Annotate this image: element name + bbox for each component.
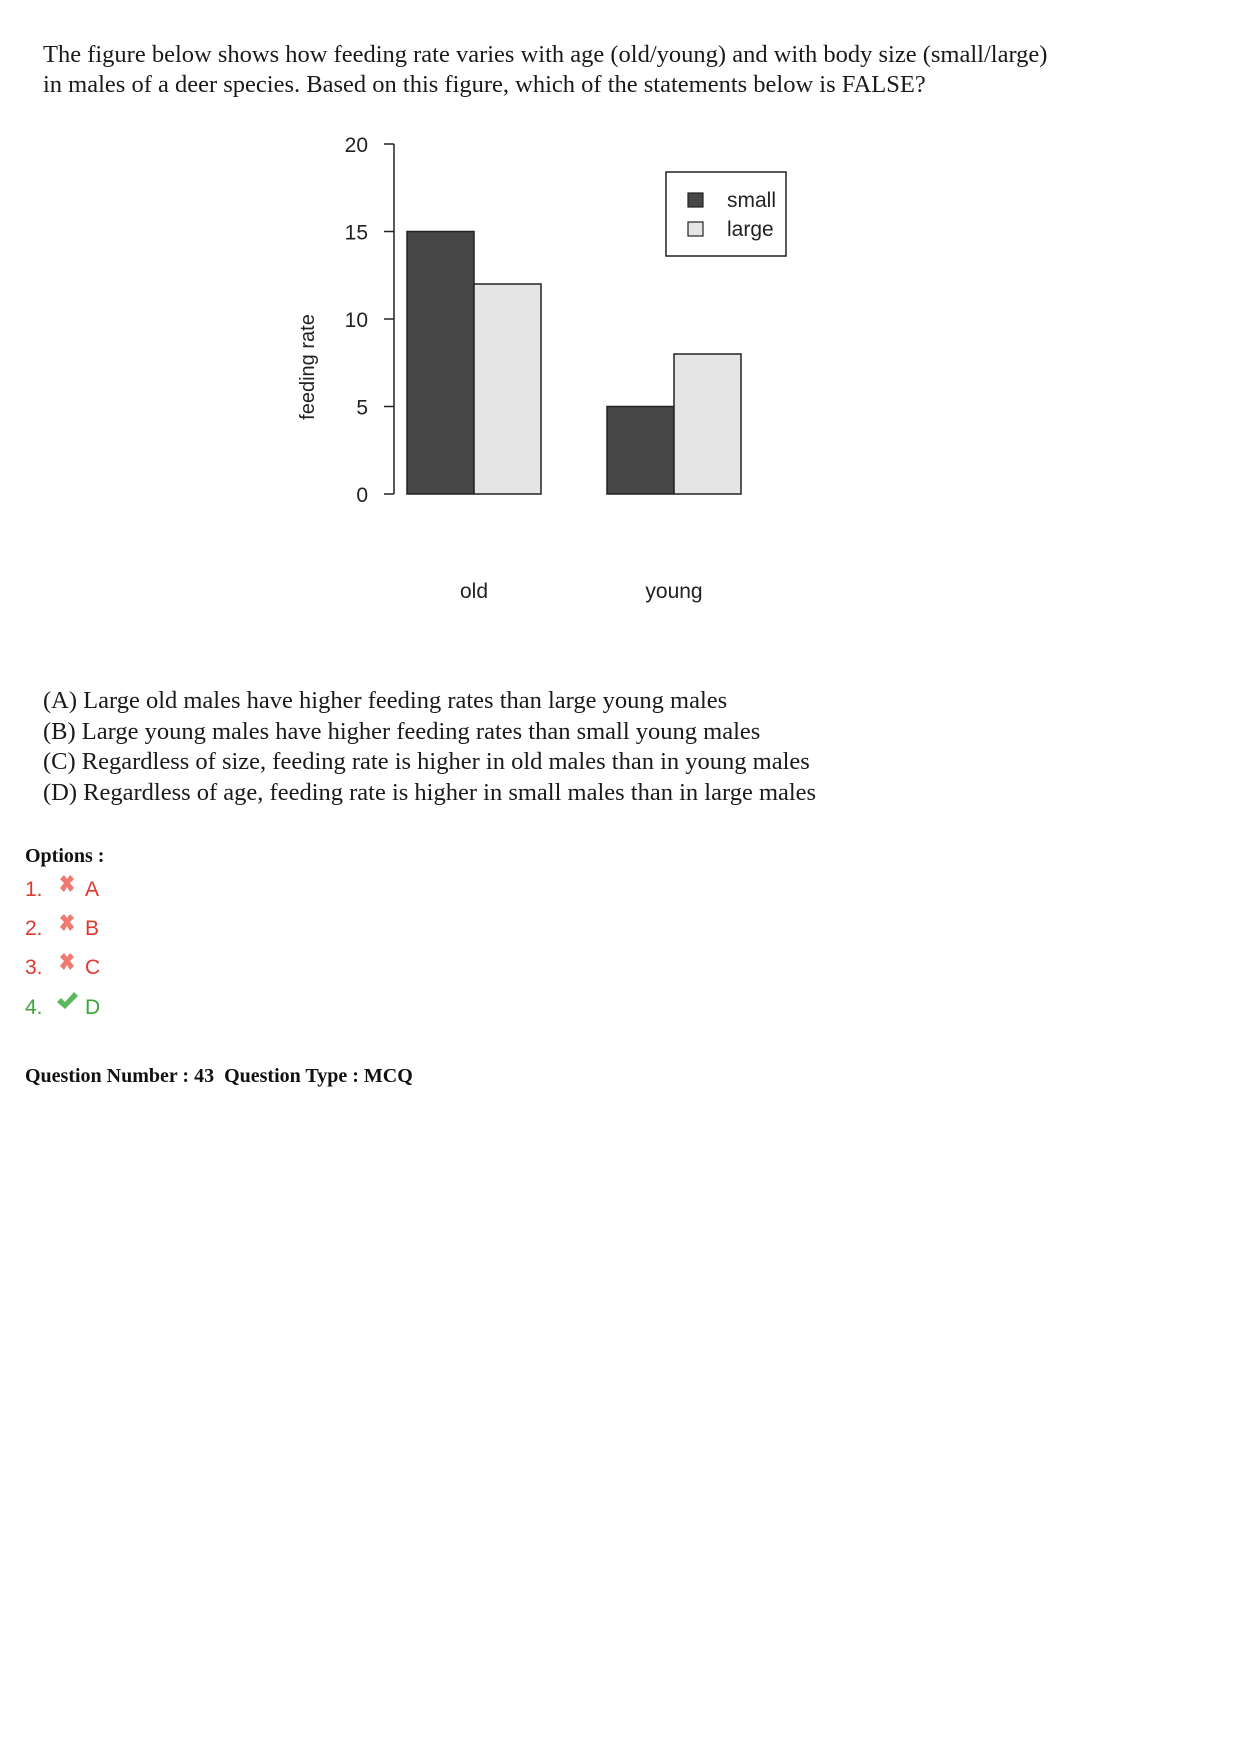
- y-tick-label: 5: [356, 396, 368, 420]
- legend-swatch-small: [688, 193, 703, 207]
- legend-label-small: small: [727, 189, 777, 212]
- bar-young-small: [607, 407, 674, 495]
- y-tick-label: 0: [356, 484, 368, 507]
- statement-d: (D) Regardless of age, feeding rate is higher in small males than in large males: [43, 778, 817, 806]
- bar-young-large: [674, 354, 741, 494]
- option-label: A: [85, 878, 100, 901]
- option-number: 3.: [25, 956, 43, 979]
- legend-box: [666, 172, 786, 256]
- y-tick-label: 10: [344, 309, 368, 332]
- legend-swatch-large: [688, 222, 703, 236]
- option-2: [25, 917, 99, 941]
- question-meta: Question Number : 43 Question Type : MCQ: [25, 1065, 413, 1087]
- option-number: 2.: [25, 917, 43, 940]
- option-number: 1.: [25, 878, 43, 901]
- y-axis-label: feeding rate: [297, 314, 319, 420]
- x-category-label: young: [645, 580, 703, 603]
- x-category-label: old: [459, 580, 489, 603]
- legend-label-large: large: [727, 218, 774, 241]
- option-1: [25, 878, 99, 902]
- statement-a: (A) Large old males have higher feeding rates than large young males: [43, 687, 728, 714]
- check-icon: [55, 990, 79, 1014]
- question-text: The figure below shows how feeding rate varies with age (old/young) and with body size (small/large) in males of a deer species. Based on this figure, which of the statements below is FALSE?: [43, 41, 1048, 98]
- option-label: D: [85, 996, 101, 1019]
- y-tick-label: 20: [344, 134, 368, 157]
- statement-b: (B) Large young males have higher feeding rates than small young males: [43, 717, 761, 745]
- option-label: B: [85, 917, 100, 940]
- option-3: [25, 956, 100, 980]
- y-tick-label: 15: [344, 221, 368, 245]
- statement-c: (C) Regardless of size, feeding rate is higher in old males than in young males: [43, 748, 810, 775]
- option-label: C: [85, 956, 101, 979]
- option-number: 4.: [25, 996, 43, 1019]
- cross-icon: [55, 911, 79, 935]
- statement-list: [43, 686, 816, 808]
- bar-old-small: [407, 232, 474, 495]
- cross-icon: [55, 872, 79, 896]
- option-4: [25, 996, 100, 1020]
- cross-icon: [55, 950, 79, 974]
- options-title: Options :: [25, 845, 105, 867]
- feeding-rate-bar-chart: [297, 134, 800, 615]
- bar-old-large: [474, 284, 541, 494]
